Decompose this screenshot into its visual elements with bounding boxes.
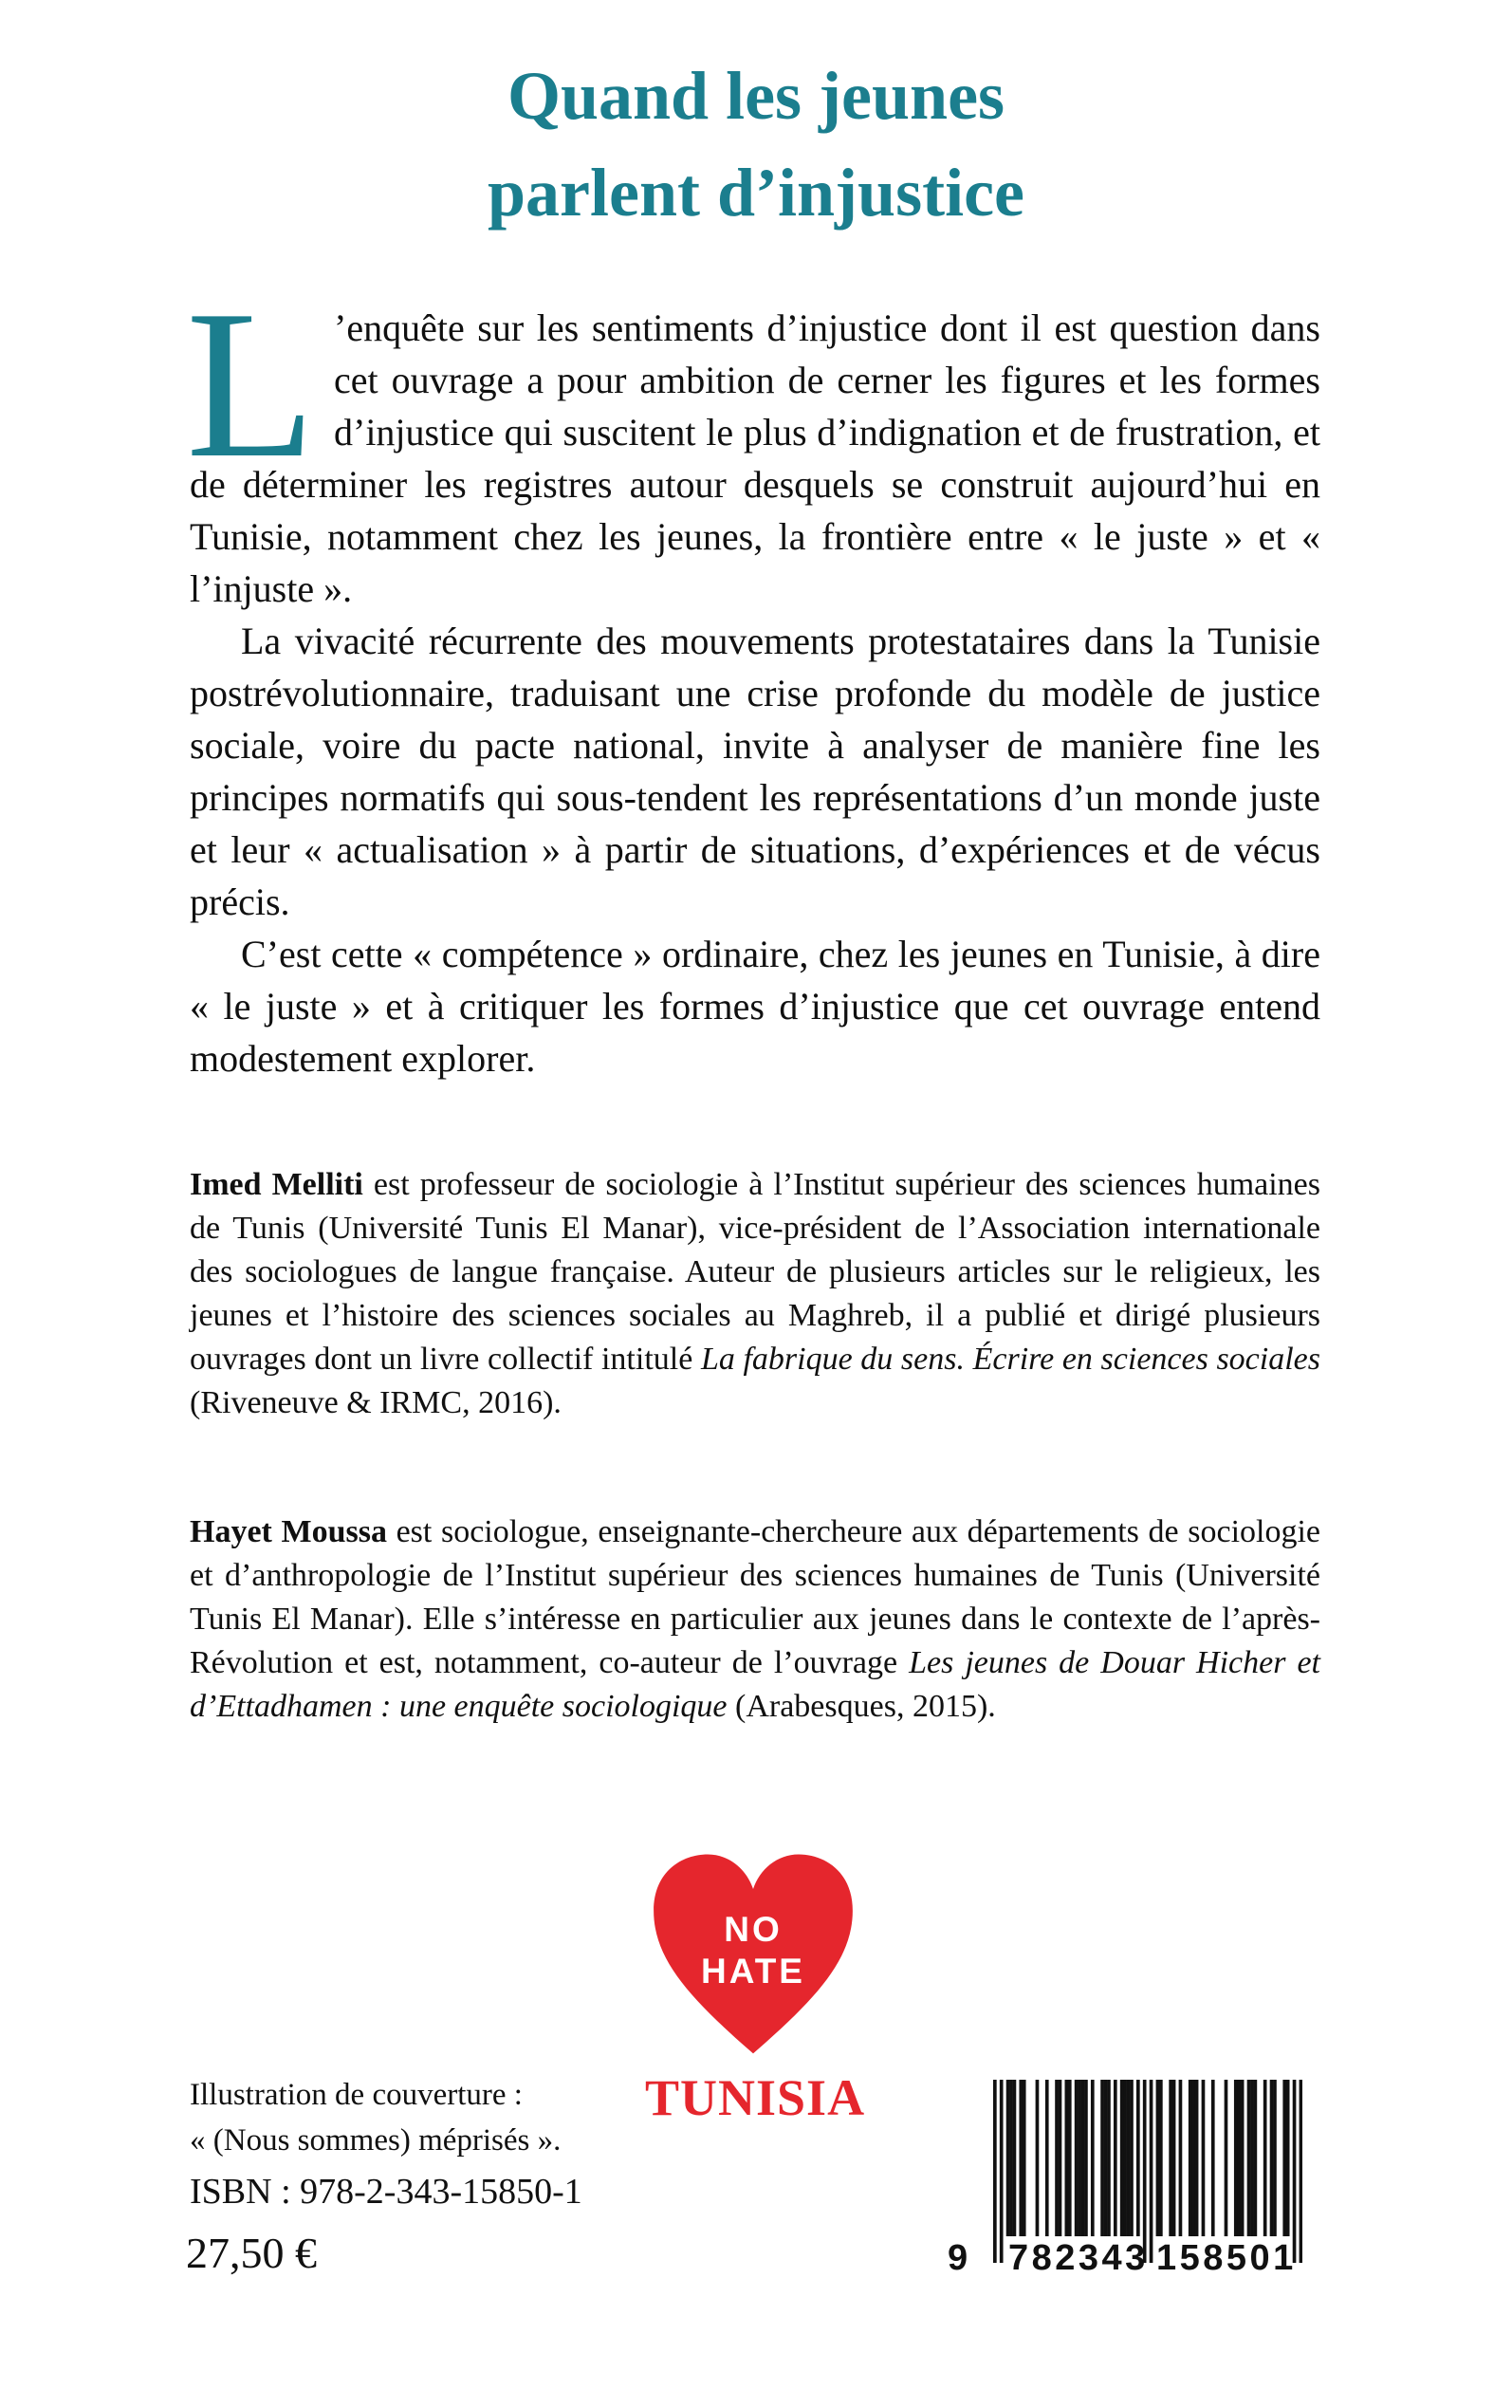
book-reference-italic: La fabrique du sens. Écrire en sciences sociales [700, 1342, 1320, 1377]
synopsis-paragraph-2: La vivacité récurrente des mouvements protestataires dans la Tunisie postrévolutionnaire, traduisant une crise profonde du modèle de justice sociale, voire du pacte national, invite à analyser de manière fine les principes normatifs qui sous-tendent les représentations d’un monde juste et leur « actualisation » à partir de situations, d’expériences et de vécus précis. [190, 620, 1320, 923]
barcode [948, 2080, 1302, 2278]
book-title-line2: parlent d’injustice [488, 155, 1024, 231]
book-reference-italic: Les jeunes de Douar Hicher et d’Ettadhamen : une enquête sociologique [190, 1645, 1320, 1724]
bio-text: est professeur de sociologie à l’Institut supérieur des sciences humaines de Tunis (Université Tunis El Manar), vice-président de l’Association internationale des sociologues de langue française. Auteur de plusieurs articles sur le religieux, les jeunes et l’histoire des sciences sociales au Maghreb, il a publié et dirigé plusieurs ouvrages dont un livre collectif intitulé [190, 1167, 1320, 1377]
dropcap-letter: L [186, 267, 316, 502]
synopsis [190, 302, 1320, 1084]
barcode-group-2: 158501 [1156, 2238, 1297, 2278]
bio-text: est sociologue, enseignante-chercheure aux départements de sociologie et d’anthropologie de l’Institut supérieur des sciences humaines de Tunis (Université Tunis El Manar). Elle s’intéresse en particulier aux jeunes dans le contexte de l’après-Révolution et est, notamment, co-auteur de l’ouvrage [190, 1514, 1320, 1680]
barcode-bars [993, 2080, 1302, 2263]
bio-text-after: (Riveneuve & IRMC, 2016). [190, 1385, 562, 1420]
heart-icon [645, 1850, 861, 2066]
isbn-label: ISBN : 978-2-343-15850-1 [190, 2172, 582, 2212]
book-title-line1: Quand les jeunes [507, 58, 1005, 134]
price-label: 27,50 € [186, 2229, 317, 2277]
barcode-group-1: 782343 [1008, 2238, 1149, 2278]
illustration-credit-line1: Illustration de couverture : [190, 2078, 523, 2112]
author-name: Hayet Moussa [190, 1514, 387, 1549]
no-hate-text [645, 1909, 861, 1992]
author-name: Imed Melliti [190, 1167, 363, 1202]
synopsis-paragraph-1 [190, 302, 1320, 615]
bio-text-after: (Arabesques, 2015). [727, 1689, 996, 1724]
tunisia-label: TUNISIA [645, 2069, 866, 2126]
synopsis-paragraph-1-text: ’enquête sur les sentiments d’injustice dont il est question dans cet ouvrage a pour ambition de cerner les figures et les formes d’injustice qui suscitent le plus d’indignation et de frustration, et de déterminer les registres autour desquels se construit aujourd’hui en Tunisie, notamment chez les jeunes, la frontière entre « le juste » et « l’injuste ». [190, 306, 1320, 610]
author-bio-imed-melliti [190, 1163, 1320, 1425]
dropcap-spacer [190, 302, 334, 444]
illustration-credit [190, 2072, 561, 2163]
no-hate-tunisia-logo [645, 1850, 866, 2126]
author-bio-hayet-moussa [190, 1510, 1320, 1729]
no-hate-line2: HATE [701, 1952, 805, 1991]
synopsis-paragraph-3: C’est cette « compétence » ordinaire, chez les jeunes en Tunisie, à dire « le juste » et à critiquer les formes d’injustice que cet ouvrage entend modestement explorer. [190, 933, 1320, 1080]
barcode-lead-digit: 9 [948, 2238, 968, 2278]
book-title [0, 47, 1512, 241]
barcode-digits [948, 2238, 1302, 2278]
no-hate-line1: NO [724, 1910, 783, 1949]
illustration-credit-line2: « (Nous sommes) méprisés ». [190, 2123, 562, 2158]
